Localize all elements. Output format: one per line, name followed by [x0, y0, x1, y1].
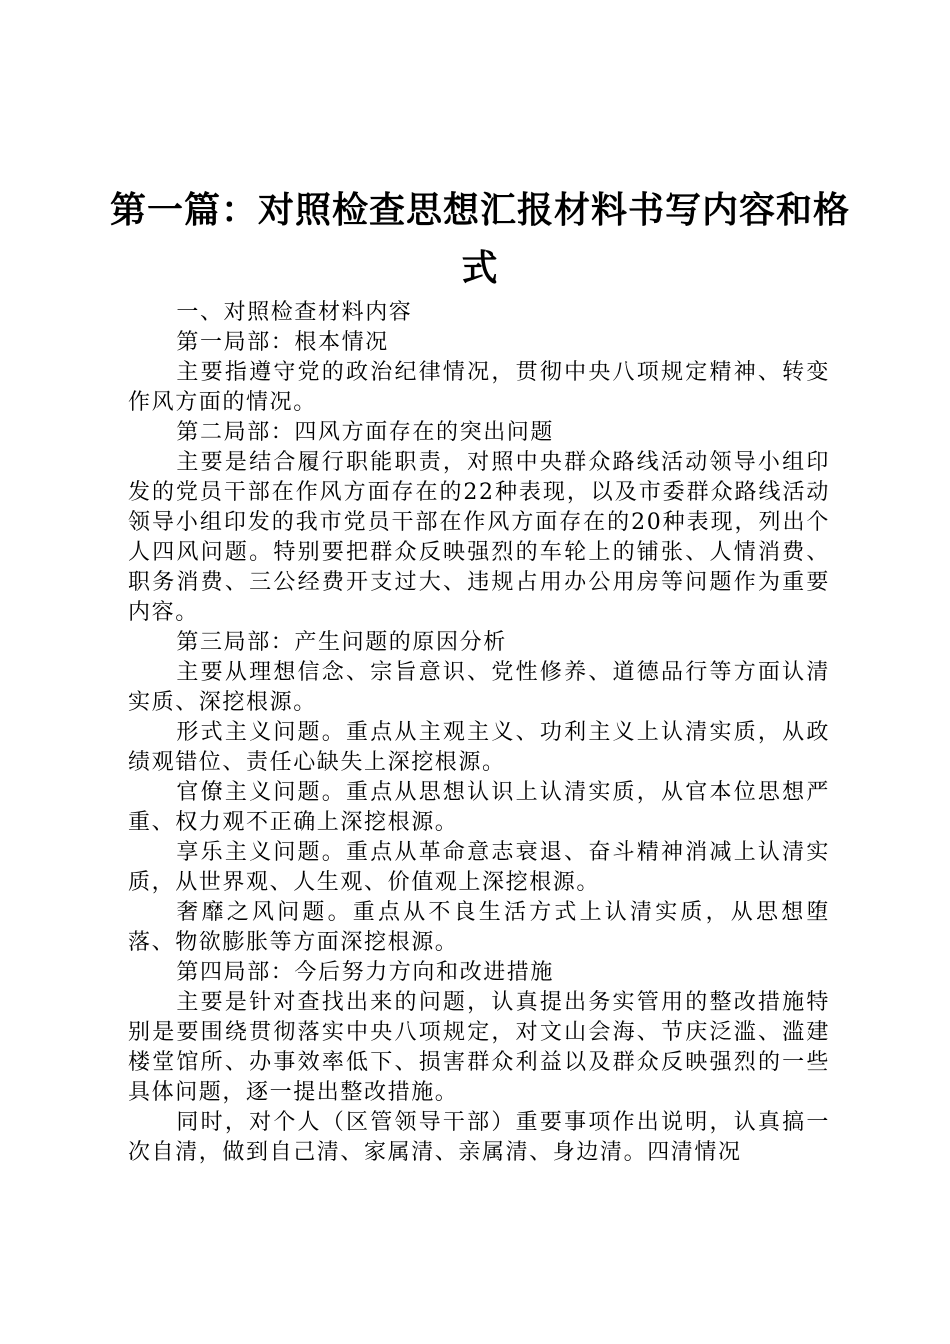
paragraph: 主要是针对查找出来的问题，认真提出务实管用的整改措施特别是要围绕贯彻落实中央八项规定，对文山会海、节庆泛滥、滥建楼堂馆所、办事效率低下、损害群众利益以及群众反映强烈的一些具体问题，逐一提出整改措施。	[128, 990, 830, 1105]
part-heading: 第四局部：今后努力方向和改进措施	[176, 960, 554, 985]
document-title: 第一篇：对照检查思想汇报材料书写内容和格式	[110, 190, 851, 289]
section-heading: 一、对照检查材料内容	[176, 300, 413, 325]
part-heading: 第三局部：产生问题的原因分析	[176, 630, 507, 655]
paragraph: 奢靡之风问题。重点从不良生活方式上认清实质，从思想堕落、物欲膨胀等方面深挖根源。	[128, 900, 830, 955]
paragraph: 主要从理想信念、宗旨意识、党性修养、道德品行等方面认清实质、深挖根源。	[128, 660, 830, 715]
paragraph: 形式主义问题。重点从主观主义、功利主义上认清实质，从政绩观错位、责任心缺失上深挖根源。	[128, 720, 830, 775]
paragraph: 主要指遵守党的政治纪律情况，贯彻中央八项规定精神、转变作风方面的情况。	[128, 360, 830, 415]
part-heading: 第二局部：四风方面存在的突出问题	[176, 420, 554, 445]
paragraph: 官僚主义问题。重点从思想认识上认清实质，从官本位思想严重、权力观不正确上深挖根源。	[128, 780, 830, 835]
document-body	[128, 298, 830, 1168]
paragraph: 享乐主义问题。重点从革命意志衰退、奋斗精神消减上认清实质，从世界观、人生观、价值观上深挖根源。	[128, 840, 830, 895]
paragraph: 主要是结合履行职能职责，对照中央群众路线活动领导小组印发的党员干部在作风方面存在的22种表现，以及市委群众路线活动领导小组印发的我市党员干部在作风方面存在的20种表现，列出个人四风问题。特别要把群众反映强烈的车轮上的铺张、人情消费、职务消费、三公经费开支过大、违规占用办公用房等问题作为重要内容。	[128, 450, 830, 625]
part-heading: 第一局部：根本情况	[176, 330, 389, 355]
paragraph: 同时，对个人（区管领导干部）重要事项作出说明，认真搞一次自清，做到自己清、家属清、亲属清、身边清。四清情况	[128, 1110, 830, 1165]
